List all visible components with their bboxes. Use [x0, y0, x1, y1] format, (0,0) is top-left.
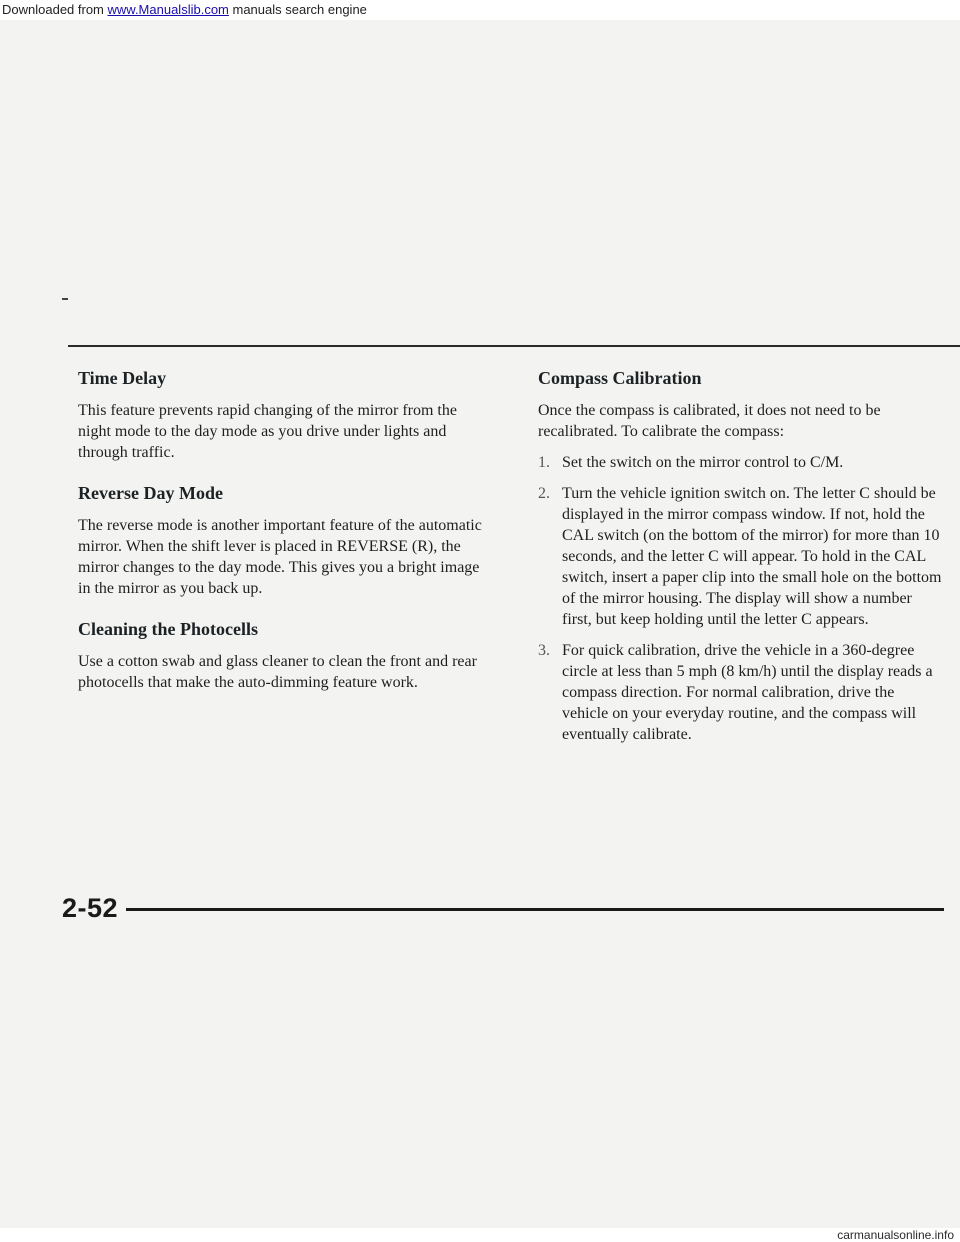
heading-cleaning-photocells: Cleaning the Photocells — [78, 619, 258, 639]
step-text: Turn the vehicle ignition switch on. The letter C should be displayed in the mirror compass window. If not, hold the CAL switch (on the bottom of the mirror) for more than 10 seconds, and the letter C will appear. To hold in the CAL switch, insert a paper clip into the small hole on the bottom of the mirror housing. The display will show a number first, but keep holding until the letter C appears. — [562, 485, 942, 628]
page-number: 2-52 — [62, 893, 119, 923]
list-item — [538, 483, 943, 630]
heading-time-delay: Time Delay — [78, 368, 167, 388]
list-item — [538, 640, 943, 745]
watermark-text: carmanualsonline.info — [837, 1228, 954, 1242]
download-header-text — [2, 2, 367, 17]
step-text: For quick calibration, drive the vehicle in a 360-degree circle at less than 5 mph (8 km/h) until the display reads a compass direction. For normal calibration, drive the vehicle on your everyday routine, and the compass will eventually calibrate. — [562, 642, 933, 743]
watermark-footer — [0, 1228, 960, 1242]
paragraph-time-delay: This feature prevents rapid changing of the mirror from the night mode to the day mode as you drive under lights and through traffic. — [78, 402, 457, 461]
header-prefix: Downloaded from — [2, 2, 108, 17]
right-column — [538, 366, 943, 755]
header-suffix: manuals search engine — [228, 2, 367, 17]
step-text: Set the switch on the mirror control to C/M. — [562, 454, 844, 471]
top-divider — [68, 345, 960, 347]
margin-dash — [62, 298, 68, 300]
heading-compass-calibration: Compass Calibration — [538, 368, 702, 388]
heading-reverse-day-mode: Reverse Day Mode — [78, 483, 223, 503]
paragraph-cleaning-photocells: Use a cotton swab and glass cleaner to clean the front and rear photocells that make the auto-dimming feature work. — [78, 653, 477, 691]
paragraph-reverse-day-mode: The reverse mode is another important feature of the automatic mirror. When the shift lever is placed in REVERSE (R), the mirror changes to the day mode. This gives you a bright image in the mirror as you back up. — [78, 517, 482, 597]
paragraph-compass-intro: Once the compass is calibrated, it does not need to be recalibrated. To calibrate the compass: — [538, 402, 881, 440]
step-number: 1. — [538, 454, 550, 471]
download-header — [0, 0, 960, 20]
step-number: 2. — [538, 485, 550, 502]
step-number: 3. — [538, 642, 550, 659]
bottom-divider — [126, 908, 944, 911]
left-column — [78, 366, 483, 711]
calibration-steps — [538, 452, 943, 745]
list-item — [538, 452, 943, 473]
manualslib-link[interactable]: www.Manualslib.com — [107, 2, 229, 17]
